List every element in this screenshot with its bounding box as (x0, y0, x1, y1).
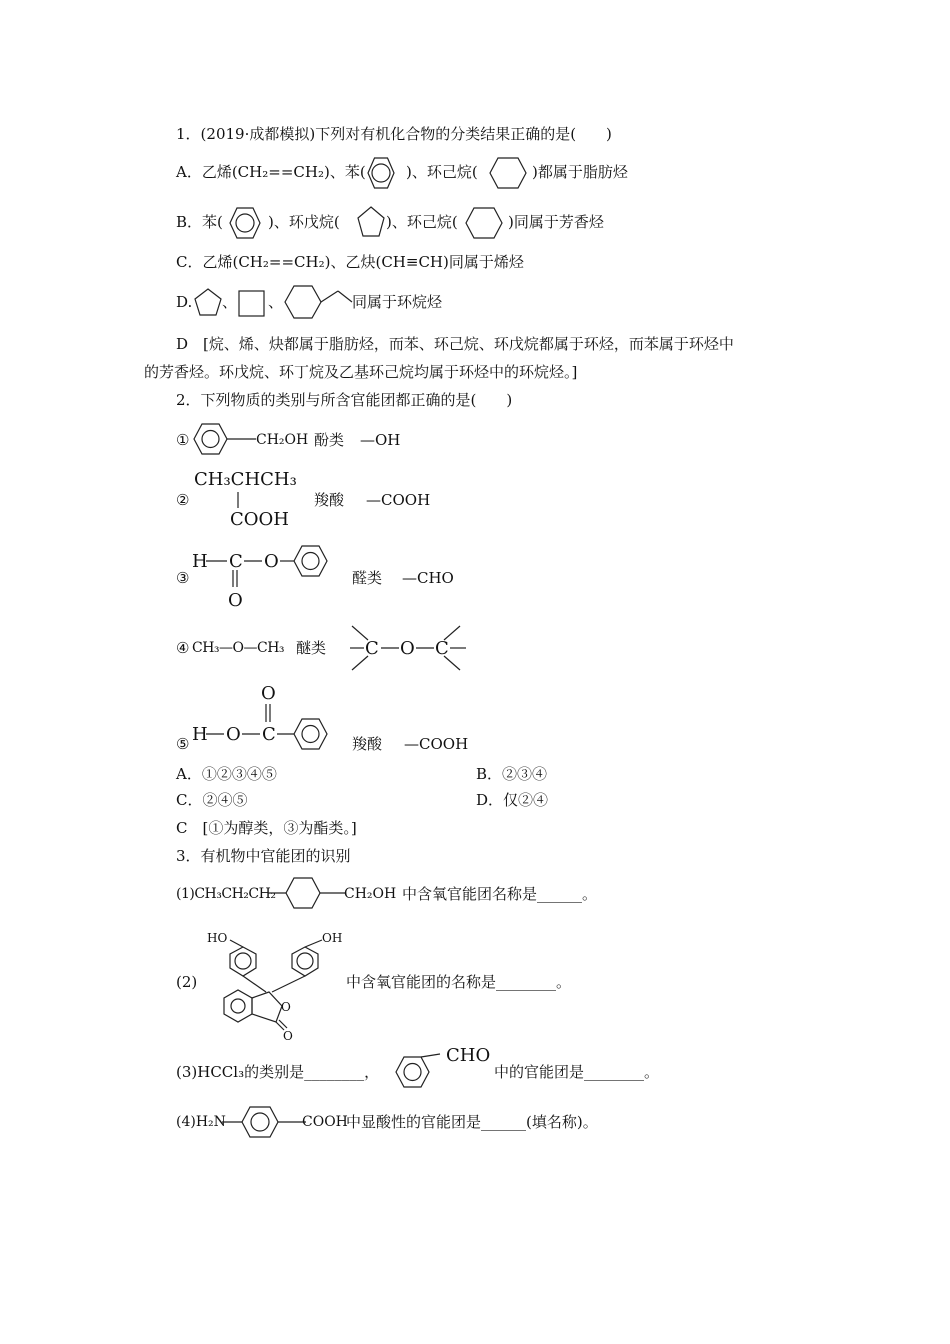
q3-part2-number: (2) (176, 973, 198, 991)
q2-option-b: B．②③④ (476, 765, 548, 783)
q2-answer: C [①为醇类，③为酯类。] (176, 819, 357, 837)
cyclohexane-linker-icon (266, 872, 348, 914)
benzaldehyde-structure-icon (392, 1048, 452, 1092)
q1-option-a-part1: A．乙烯(CH₂==CH₂)、苯( (176, 163, 366, 181)
q2-stem: 2．下列物质的类别与所含官能团都正确的是( ) (176, 391, 513, 409)
benzene-ring-icon (222, 203, 272, 243)
q2-item4-number: ④ (176, 639, 190, 657)
q1-option-d-label: D. (176, 293, 193, 311)
atom-c: C (229, 551, 243, 572)
q2-item1-number: ① (176, 431, 190, 449)
q2-item5-class: 羧酸 (352, 735, 383, 753)
cyclopentane-ring-icon (354, 203, 388, 243)
cyclopentane-ring-icon (192, 284, 224, 320)
q2-item2-class: 羧酸 (314, 491, 345, 509)
ether-group-structure-icon (344, 618, 470, 678)
q3-part1-question: 中含氧官能团名称是______。 (402, 885, 598, 903)
q1-stem: 1．(2019·成都模拟)下列对有机化合物的分类结果正确的是( ) (176, 125, 612, 143)
q1-option-b-part2: )、环戊烷( (268, 213, 340, 231)
carbonyl-oxygen-label: O (283, 1029, 293, 1043)
q2-option-c: C．②④⑤ (176, 791, 248, 809)
atom-o-carbonyl: O (228, 590, 243, 611)
cyclohexane-ring-icon (484, 153, 532, 193)
q1-answer-line1: D [烷、烯、炔都属于脂肪烃，而苯、环己烷、环戊烷都属于环烃，而苯属于环烃中 (176, 335, 734, 353)
ring-oxygen-label: O (281, 1000, 291, 1014)
atom-o-carbonyl: O (261, 683, 276, 704)
aminobenzoic-ring-icon (220, 1100, 310, 1144)
q1-option-c: C．乙烯(CH₂==CH₂)、乙炔(CH≡CH)同属于烯烃 (176, 253, 524, 271)
atom-c-left: C (365, 638, 379, 659)
benzene-ring-icon (356, 153, 406, 193)
ethylcyclohexane-icon (282, 280, 354, 324)
atom-c: C (262, 724, 276, 745)
q1-option-d-sep1: 、 (222, 293, 238, 311)
q3-part1-prefix: (1)CH₃CH₂CH₂ (176, 886, 276, 902)
q3-part3-cho: CHO (446, 1045, 491, 1066)
atom-h: H (192, 551, 208, 572)
benzyl-structure-icon (190, 418, 258, 460)
q3-part4-question: 中显酸性的官能团是______(填名称)。 (346, 1113, 598, 1131)
q2-option-a: A．①②③④⑤ (176, 765, 277, 783)
q2-item5-number: ⑤ (176, 735, 190, 753)
q2-item1-functional-group: —OH (360, 431, 401, 449)
q3-part4-suffix: COOH (302, 1114, 348, 1130)
cyclobutane-ring-icon (236, 286, 268, 320)
q1-option-a-part2: )、环己烷( (406, 163, 478, 181)
atom-o: O (400, 638, 415, 659)
q2-item4-class: 醚类 (296, 639, 327, 657)
q2-option-d: D．仅②④ (476, 791, 549, 809)
q2-item4-formula: CH₃—O—CH₃ (192, 640, 285, 656)
atom-o: O (226, 724, 241, 745)
q2-item1-substituent: CH₂OH (256, 432, 309, 448)
q2-item2-functional-group: —COOH (366, 491, 431, 509)
phenyl-formate-structure-icon (190, 536, 340, 612)
benzoic-acid-structure-icon (190, 680, 340, 756)
atom-c-right: C (435, 638, 449, 659)
atom-o: O (264, 551, 279, 572)
q3-part3-question: 中的官能团是________。 (494, 1063, 660, 1081)
q2-item3-functional-group: —CHO (402, 569, 454, 587)
atom-h: H (192, 724, 208, 745)
q1-option-b-part3: )、环己烷( (386, 213, 458, 231)
q3-part2-question: 中含氧官能团的名称是________。 (346, 973, 572, 991)
q1-option-a-part3: )都属于脂肪烃 (532, 163, 628, 181)
cyclohexane-ring-icon (460, 203, 508, 243)
q1-option-b-part1: B．苯( (176, 213, 223, 231)
hydroxyl-left-label: HO (207, 931, 228, 945)
q2-item2-number: ② (176, 491, 190, 509)
q3-part4-prefix: (4)H₂N (176, 1114, 226, 1130)
q2-item2-formula-bottom: COOH (230, 509, 289, 530)
q2-item3-number: ③ (176, 569, 190, 587)
q1-answer-line2: 的芳香烃。环戊烷、环丁烷及乙基环己烷均属于环烃中的环烷烃。] (144, 363, 578, 381)
q3-part1-suffix: CH₂OH (344, 886, 397, 902)
vertical-bond (236, 490, 240, 510)
q2-item3-class: 醛类 (352, 569, 383, 587)
q1-option-d-sep2: 、 (268, 293, 284, 311)
q1-option-b-part4: )同属于芳香烃 (508, 213, 604, 231)
q1-option-d-part2: 同属于环烷烃 (352, 293, 443, 311)
q3-part3-prefix: (3)HCCl₃的类别是________， (176, 1063, 380, 1081)
hydroxyl-right-label: OH (322, 931, 343, 945)
q2-item2-formula-top: CH₃CHCH₃ (194, 469, 297, 490)
q2-item5-functional-group: —COOH (404, 735, 469, 753)
q2-item1-class: 酚类 (314, 431, 345, 449)
q3-stem: 3．有机物中官能团的识别 (176, 847, 351, 865)
phenolphthalein-structure-icon (204, 926, 344, 1046)
